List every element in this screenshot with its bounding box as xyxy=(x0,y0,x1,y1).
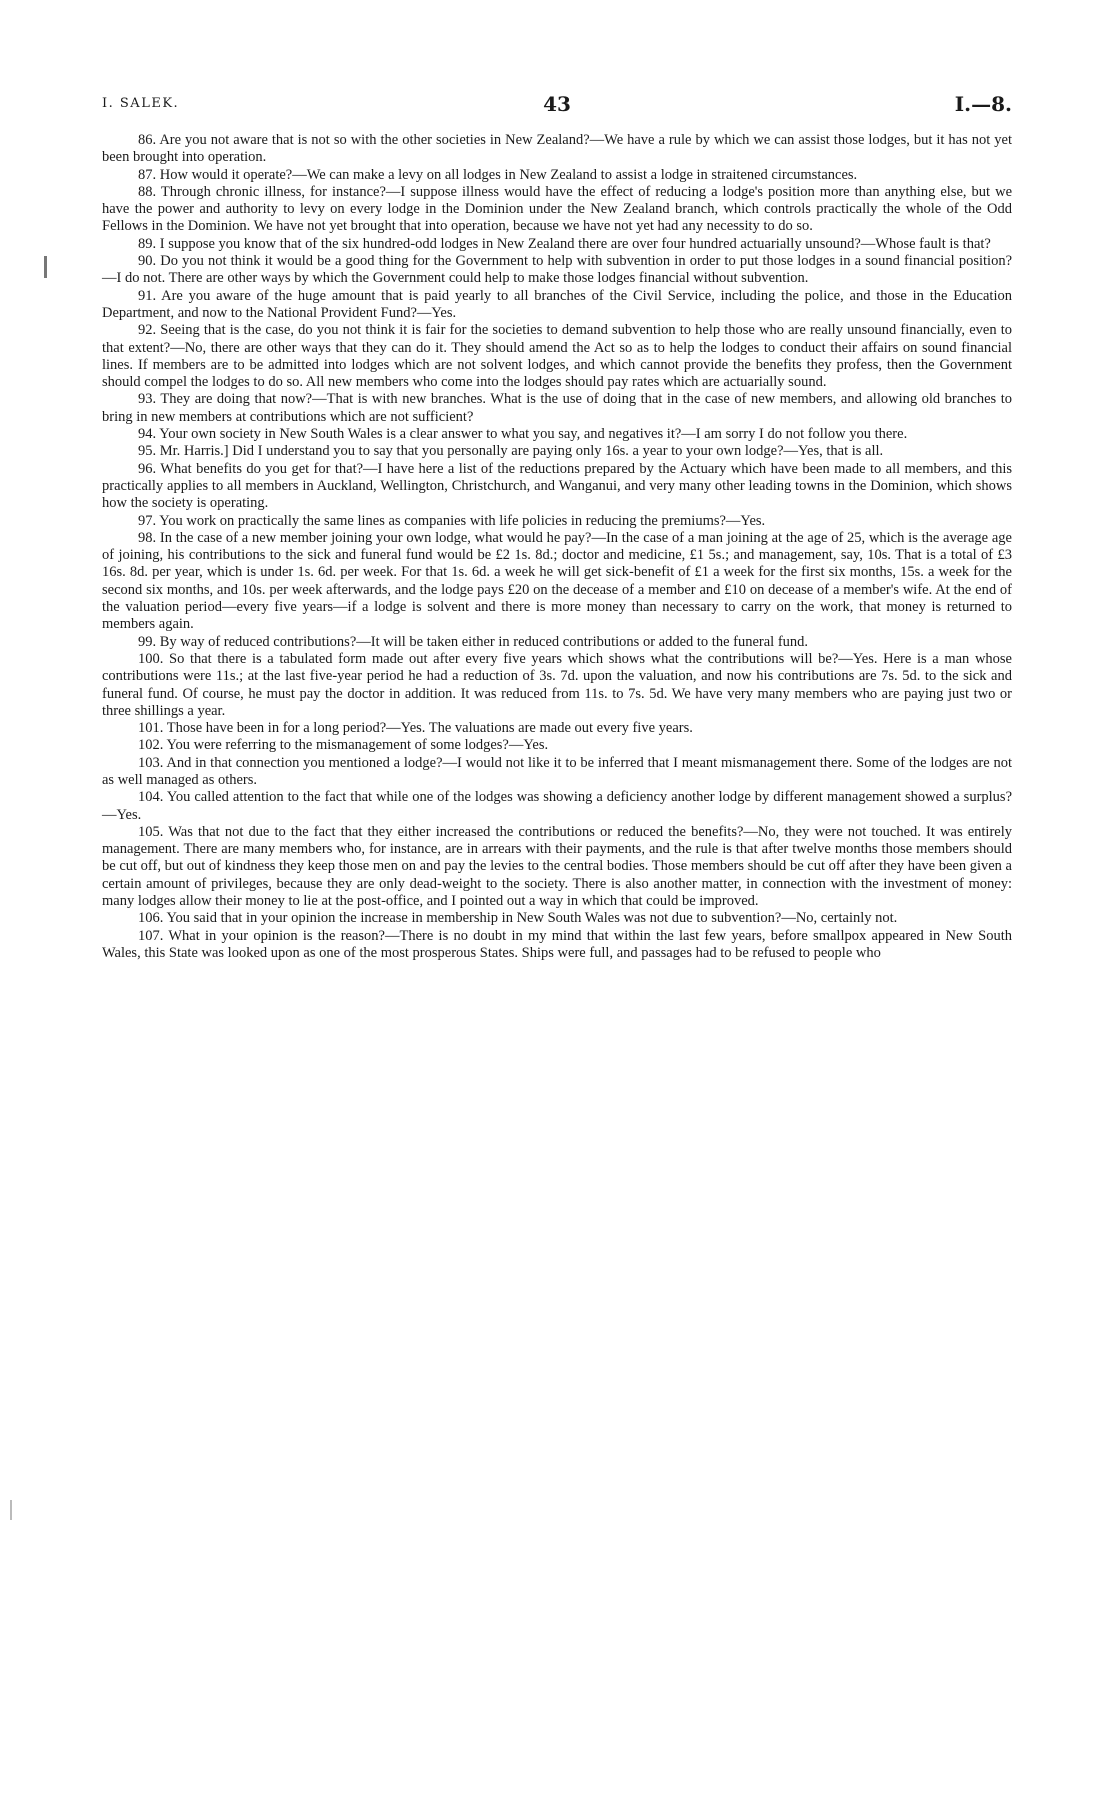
question-paragraph: 102. You were referring to the mismanagement of some lodges?—Yes. xyxy=(138,737,549,754)
header-paper-reference: I.—8. xyxy=(954,92,1012,116)
question-paragraph: 96. What benefits do you get for that?—I have here a list of the reductions prepared by the Actuary which have been made to all members, and this practically applies to all members in Auckland, Wellington, Christchurch, and Wanganui, and very many other leading towns in the Dominion, which shows how the society is operating. xyxy=(102,460,1012,512)
question-paragraph: 105. Was that not due to the fact that they either increased the contributions or reduced the benefits?—No, they were not touched. It was entirely management. There are many members who, for instance, are in arrears with their payments, and the rule is that after twelve months those members should be cut off, but out of kindness they keep those men on and pay the levies to the central bodies. Those members should be cut off after they have been given a certain amount of privileges, because they are only dead-weight to the society. There is also another matter, in connection with the investment of money: many lodges allow their money to lie at the post-office, and I pointed out a way in which that could be improved. xyxy=(102,823,1012,910)
question-paragraph: 99. By way of reduced contributions?—It will be taken either in reduced contributions or added to the funeral fund. xyxy=(138,633,809,650)
question-paragraph: 103. And in that connection you mentioned a lodge?—I would not like it to be inferred that I meant mismanagement there. Some of the lodges are not as well managed as others. xyxy=(102,754,1012,788)
scan-edge-mark xyxy=(10,1500,12,1520)
question-paragraph: 86. Are you not aware that is not so with the other societies in New Zealand?—We have a rule by which we can assist those lodges, but it has not yet been brought into operation. xyxy=(102,132,1012,166)
document-body xyxy=(102,132,1012,962)
header-witness-name: I. SALEK. xyxy=(102,96,180,111)
question-paragraph: 101. Those have been in for a long period?—Yes. The valuations are made out every five years. xyxy=(138,720,693,737)
margin-mark xyxy=(44,256,47,278)
question-paragraph: 89. I suppose you know that of the six hundred-odd lodges in New Zealand there are over four hundred actuarially unsound?—Whose fault is that? xyxy=(138,235,991,252)
question-paragraph: 88. Through chronic illness, for instance?—I suppose illness would have the effect of reducing a lodge's position more than anything else, but we have the power and authority to levy on every lodge in the Dominion under the New Zealand branch, which controls practically the whole of the Odd Fellows in the Dominion. We have not yet brought that into operation, because we have not yet had any necessity to do so. xyxy=(102,183,1012,235)
question-paragraph: 92. Seeing that is the case, do you not think it is fair for the societies to demand subvention to help those who are really unsound financially, even to that extent?—No, there are other ways that they can do it. They should amend the Act so as to help the lodges to conduct their affairs on sound financial lines. If members are to be admitted into lodges which are not solvent lodges, and which cannot provide the benefits they profess, then the Government should compel the lodges to do so. All new members who come into the lodges should pay rates which are actuarially sound. xyxy=(102,322,1012,391)
page-number: 43 xyxy=(543,92,571,116)
question-paragraph: 90. Do you not think it would be a good thing for the Government to help with subvention in order to put those lodges in a sound financial position?—I do not. There are other ways by which the Government could help to make those lodges financial without subvention. xyxy=(102,253,1012,287)
question-paragraph: 95. Mr. Harris.] Did I understand you to say that you personally are paying only 16s. a year to your own lodge?—Yes, that is all. xyxy=(138,443,884,460)
question-paragraph: 100. So that there is a tabulated form made out after every five years which shows what the contributions will be?—Yes. Here is a man whose contributions were 11s.; at the last five-year period he had a reduction of 3s. 7d. upon the valuation, and now his contributions are 7s. 5d. to the sick and funeral fund. Of course, he must pay the doctor in addition. It was reduced from 11s. to 7s. 5d. We have very many members who are paying just two or three shillings a year. xyxy=(102,650,1012,719)
question-paragraph: 93. They are doing that now?—That is with new branches. What is the use of doing that in the case of new members, and allowing old branches to bring in new members at contributions which are not sufficient? xyxy=(102,391,1012,425)
question-paragraph: 87. How would it operate?—We can make a levy on all lodges in New Zealand to assist a lodge in straitened circumstances. xyxy=(138,166,858,183)
question-paragraph: 97. You work on practically the same lines as companies with life policies in reducing the premiums?—Yes. xyxy=(138,512,766,529)
question-paragraph: 107. What in your opinion is the reason?—There is no doubt in my mind that within the last few years, before smallpox appeared in New South Wales, this State was looked upon as one of the most prosperous States. Ships were full, and passages had to be refused to people who xyxy=(102,927,1012,961)
question-paragraph: 98. In the case of a new member joining your own lodge, what would he pay?—In the case of a man joining at the age of 25, which is the average age of joining, his contributions to the sick and funeral fund would be £2 1s. 8d.; doctor and medicine, £1 5s.; and management, say, 10s. That is a total of £3 16s. 8d. per year, which is under 1s. 6d. per week. For that 1s. 6d. a week he will get sick-benefit of £1 a week for the first six months, 15s. a week for the second six months, and 10s. per week afterwards, and the lodge pays £20 on the decease of a member and £10 on decease of a member's wife. At the end of the valuation period—every five years—if a lodge is solvent and there is more money than necessary to carry on the work, that money is returned to members again. xyxy=(102,529,1012,633)
page-header xyxy=(102,92,1012,120)
question-paragraph: 94. Your own society in New South Wales is a clear answer to what you say, and negatives it?—I am sorry I do not follow you there. xyxy=(138,426,908,443)
question-paragraph: 104. You called attention to the fact that while one of the lodges was showing a deficiency another lodge by different management showed a surplus?—Yes. xyxy=(102,789,1012,823)
question-paragraph: 91. Are you aware of the huge amount that is paid yearly to all branches of the Civil Service, including the police, and those in the Education Department, and now to the National Provident Fund?—Yes. xyxy=(102,287,1012,321)
question-paragraph: 106. You said that in your opinion the increase in membership in New South Wales was not due to subvention?—No, certainly not. xyxy=(138,910,898,927)
